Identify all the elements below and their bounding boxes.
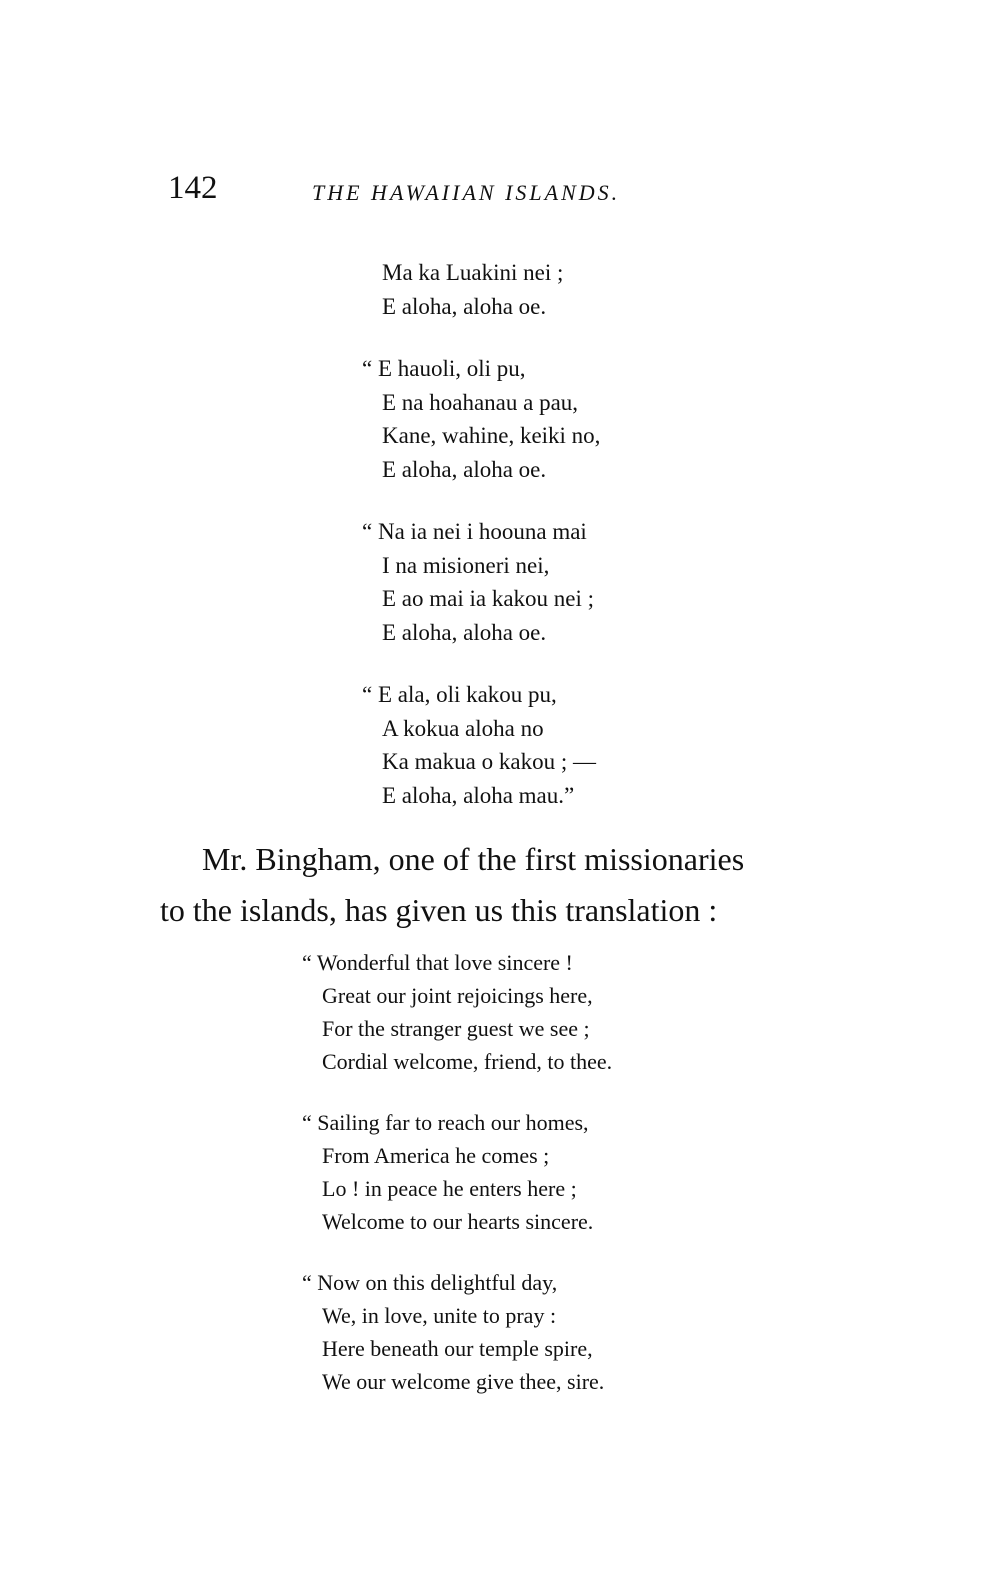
poem-line: “ Wonderful that love sincere ! (302, 950, 573, 975)
poem-line: For the stranger guest we see ; (322, 1016, 590, 1041)
poem-line: “ Now on this delightful day, (302, 1270, 558, 1295)
poem-line: I na misioneri nei, (382, 552, 550, 578)
poem-line: E na hoahanau a pau, (382, 389, 579, 415)
poem-line: Ma ka Luakini nei ; (382, 260, 564, 285)
hawaiian-stanza-3 (362, 515, 600, 649)
poem-line: Lo ! in peace he enters here ; (322, 1176, 577, 1201)
english-stanza-3 (302, 1266, 612, 1398)
poem-line: A kokua aloha no (382, 715, 544, 741)
poem-line: E aloha, aloha oe. (382, 619, 547, 645)
poem-line: “ E ala, oli kakou pu, (362, 682, 557, 707)
poem-line: E ao mai ia kakou nei ; (382, 586, 595, 611)
poem-line: Cordial welcome, friend, to thee. (322, 1049, 613, 1074)
hawaiian-poem (362, 256, 600, 812)
poem-line: E aloha, aloha oe. (382, 456, 547, 482)
poem-line: Ka makua o kakou ; — (382, 749, 596, 774)
poem-line: E aloha, aloha oe. (382, 293, 547, 319)
poem-line: Welcome to our hearts sincere. (322, 1209, 594, 1234)
english-stanza-2 (302, 1106, 612, 1238)
poem-line: E aloha, aloha mau.” (382, 782, 575, 808)
poem-line: We, in love, unite to pray : (322, 1303, 557, 1328)
page-number: 142 (168, 170, 218, 206)
poem-line: “ E hauoli, oli pu, (362, 356, 526, 381)
poem-line: From America he comes ; (322, 1143, 550, 1168)
english-stanza-1 (302, 946, 612, 1078)
english-poem (302, 946, 612, 1398)
poem-line: Great our joint rejoicings here, (322, 983, 593, 1008)
hawaiian-stanza-2 (362, 352, 600, 486)
hawaiian-stanza-1 (362, 256, 600, 323)
running-head: THE HAWAIIAN ISLANDS. (312, 180, 621, 205)
hawaiian-stanza-4 (362, 678, 600, 812)
prose-line: to the islands, has given us this translation : (160, 892, 718, 928)
poem-line: Here beneath our temple spire, (322, 1336, 593, 1361)
prose-paragraph (160, 834, 880, 936)
poem-line: We our welcome give thee, sire. (322, 1369, 605, 1394)
poem-line: Kane, wahine, keiki no, (382, 423, 601, 448)
poem-line: “ Sailing far to reach our homes, (302, 1110, 589, 1135)
poem-line: “ Na ia nei i hoouna mai (362, 519, 587, 544)
prose-line: Mr. Bingham, one of the first missionaries (202, 841, 745, 877)
